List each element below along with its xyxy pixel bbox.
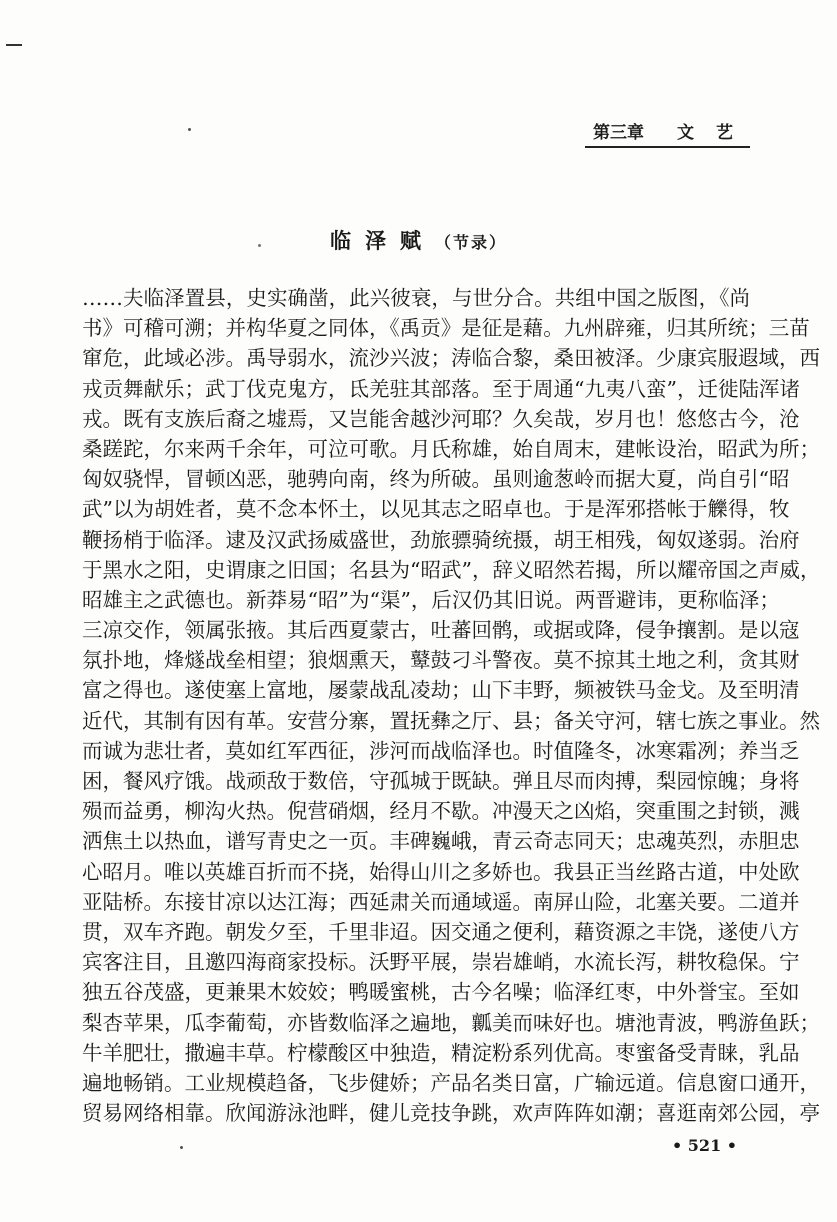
running-header [585, 120, 750, 148]
text-line: ……夫临泽置县，史实确凿，此兴彼衰，与世分合。共组中国之版图，《尚 [82, 286, 750, 310]
text-line: 独五谷茂盛，更兼果木姣姣；鸭暖蜜桃，古今名噪；临泽红枣，中外誉宝。至如 [82, 980, 800, 1005]
text-line: 宾客注目，且邀四海商家投标。沃野平展，崇岩雄峭，水流长泻，耕牧稳保。宁 [82, 950, 800, 975]
text-line: 而诚为悲壮者，莫如红军西征，涉河而战临泽也。时值隆冬，冰寒霜冽；养当乏 [82, 738, 800, 763]
text-line: 牛羊肥壮，撒遍丰草。柠檬酸区中独造，精淀粉系列优高。枣蜜备受青睐，乳品 [82, 1040, 800, 1065]
text-line: 遍地畅销。工业规模趋备，飞步健娇；产品名类日富，广输远道。信息窗口通开， [82, 1070, 820, 1095]
title-note: （节录） [434, 233, 507, 252]
title-main: 临泽赋 [329, 229, 435, 253]
section-char-1: 文 [677, 123, 694, 143]
edge-mark [6, 44, 22, 46]
page-number: • 521 • [672, 1136, 737, 1155]
chapter-label: 第三章 [593, 123, 644, 143]
text-line: 窜危，此域必涉。禹导弱水，流沙兴波；涛临合黎，桑田被泽。少康宾服遐域，西 [82, 346, 820, 371]
text-line: 三凉交作，领属张掖。其后西夏蒙古，吐蕃回鹘，或据或降，侵争攘割。是以寇 [82, 618, 800, 643]
text-line: 洒焦土以热血，谱写青史之一页。丰碑巍峨，青云奇志同天；忠魂英烈，赤胆忠 [82, 829, 800, 854]
text-line: 戎。既有支族后裔之墟焉，又岂能舍越沙河耶？久矣哉，岁月也！悠悠古今，沧 [82, 406, 800, 431]
text-line: 鞭扬梢于临泽。逮及汉武扬威盛世，劲旅骠骑统摄，胡王相残，匈奴遂弱。治府 [82, 527, 800, 552]
text-line: 富之得也。遂使塞上富地，屡蒙战乱凌劫；山下丰野，频被铁马金戈。及至明清 [82, 678, 800, 703]
scan-speck [188, 128, 191, 131]
text-line: 昭雄主之武德也。新莽易“昭”为“渠”，后汉仍其旧说。两晋避讳，更称临泽； [82, 587, 780, 612]
text-line: 匈奴骁悍，冒顿凶恶，驰骋向南，终为所破。虽则逾葱岭而据大夏，尚自引“昭 [82, 467, 790, 492]
text-line: 氛扑地，烽燧战垒相望；狼烟熏天，鼙鼓刁斗警夜。莫不掠其土地之利，贪其财 [82, 648, 800, 673]
text-line: 困，餐风疗饿。战顽敌于数倍，守孤城于既缺。弹且尽而肉搏，梨园惊魄；身将 [82, 769, 800, 793]
scan-speck [180, 1146, 183, 1149]
text-line: 书》可稽可溯；并构华夏之同体，《禹贡》是征是藉。九州辟雍，归其所统；三苗 [82, 316, 810, 341]
article-title [0, 226, 837, 258]
text-line: 戎贡舞献乐；武丁伐克鬼方，氐羌驻其部落。至于周通“九夷八蛮”，迁徙陆浑诸 [82, 376, 800, 401]
text-line: 于黑水之阳，史谓康之旧国；名县为“昭武”，辞义昭然若揭，所以耀帝国之声威， [82, 557, 821, 582]
text-line: 贸易网络相靠。欣闻游泳池畔，健儿竞技争跳，欢声阵阵如潮；喜逛南郊公园，亭 [82, 1101, 820, 1126]
text-line: 亚陆桥。东接甘凉以达江海；西延肃关而通域遥。南屏山险，北塞关要。二道并 [82, 889, 800, 914]
text-line: 武”以为胡姓者，莫不念本怀土，以见其志之昭卓也。于是浑邪搭帐于觻得，牧 [82, 497, 790, 522]
text-line: 梨杏苹果，瓜李葡萄，亦皆数临泽之遍地，瓤美而味好也。塘池青波，鸭游鱼跃； [82, 1010, 820, 1035]
text-line: 近代，其制有因有革。安营分寨，置抚彝之厅、县；备关守河，辖七族之事业。然 [82, 708, 820, 733]
text-line: 贯，双车齐跑。朝发夕至，千里非迢。因交通之便利，藉资源之丰饶，遂使八方 [82, 919, 800, 944]
text-line: 心昭月。唯以英雄百折而不挠，始得山川之多娇也。我县正当丝路古道，中处欧 [82, 859, 800, 884]
section-char-2: 艺 [716, 123, 733, 143]
text-line: 殒而益勇，柳沟火热。倪营硝烟，经月不歇。冲漫天之凶焰，突重围之封锁，溅 [82, 799, 800, 824]
text-line: 桑蹉跎，尔来两千余年，可泣可歌。月氏称雄，始自周末，建帐设治，昭武为所； [82, 436, 820, 461]
body-text [82, 283, 821, 1128]
